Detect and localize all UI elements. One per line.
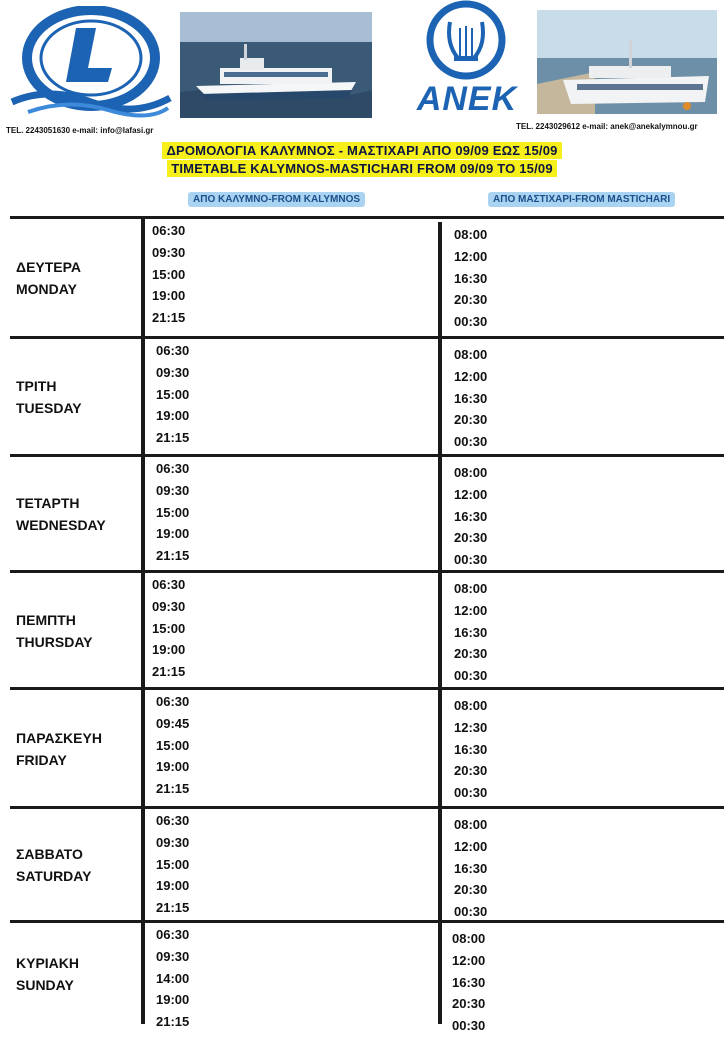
departure-time: 21:15 bbox=[156, 430, 190, 446]
departure-time: 09:30 bbox=[152, 598, 186, 614]
times-from-mastichari bbox=[454, 224, 487, 333]
day-greek: ΠΑΡΑΣΚΕΥΗ bbox=[16, 729, 102, 746]
departure-time: 15:00 bbox=[152, 266, 186, 282]
times-from-mastichari bbox=[454, 578, 487, 687]
day-greek: ΔΕΥΤΕΡΑ bbox=[16, 259, 82, 275]
departure-time: 06:30 bbox=[152, 577, 186, 592]
departure-time: 19:00 bbox=[156, 408, 190, 424]
day-label bbox=[16, 609, 93, 653]
departure-time: 08:00 bbox=[454, 581, 488, 596]
times-from-kalymnos bbox=[156, 691, 189, 800]
departure-time: 20:30 bbox=[454, 530, 488, 546]
departure-time: 06:30 bbox=[156, 813, 190, 828]
departure-time: 00:30 bbox=[454, 785, 488, 801]
day-greek: ΣΑΒΒΑΤΟ bbox=[16, 846, 83, 862]
departure-time: 00:30 bbox=[454, 434, 488, 450]
day-greek: ΚΥΡΙΑΚΗ bbox=[16, 955, 80, 971]
departure-time: 20:30 bbox=[452, 996, 486, 1012]
departure-time: 08:00 bbox=[454, 698, 488, 713]
column-header-from-kalymnos: ΑΠΟ ΚΑΛΥΜΝΟ-FROM KALYMNOS bbox=[188, 192, 365, 207]
departure-time: 15:00 bbox=[156, 504, 190, 520]
departure-time: 15:00 bbox=[156, 737, 190, 753]
departure-time: 12:00 bbox=[452, 952, 486, 968]
departure-time: 20:30 bbox=[454, 882, 488, 898]
row-separator bbox=[10, 336, 724, 339]
departure-time: 09:30 bbox=[156, 834, 190, 850]
departure-time: 21:15 bbox=[152, 310, 186, 326]
day-english: SUNDAY bbox=[16, 977, 74, 993]
times-from-mastichari bbox=[454, 462, 487, 571]
departure-time: 20:30 bbox=[454, 763, 488, 779]
row-separator bbox=[10, 806, 724, 809]
day-label bbox=[16, 375, 82, 419]
departure-time: 16:30 bbox=[454, 860, 488, 876]
times-from-mastichari bbox=[454, 695, 487, 804]
departure-time: 08:00 bbox=[454, 817, 488, 832]
title-greek: ΔΡΟΜΟΛΟΓΙΑ ΚΑΛΥΜΝΟΣ - ΜΑΣΤΙΧΑΡΙ ΑΠΟ 09/09 ΕΩΣ 15/09 bbox=[162, 142, 561, 159]
departure-time: 21:15 bbox=[156, 900, 190, 916]
departure-time: 08:00 bbox=[452, 931, 486, 946]
departure-time: 08:00 bbox=[454, 465, 488, 480]
day-label bbox=[16, 492, 106, 536]
title-english: TIMETABLE KALYMNOS-MASTICHARI FROM 09/09 TO 15/09 bbox=[167, 160, 557, 177]
departure-time: 14:00 bbox=[156, 970, 190, 986]
departure-time: 16:30 bbox=[454, 508, 488, 524]
day-greek: ΤΕΤΑΡΤΗ bbox=[16, 495, 80, 511]
column-divider bbox=[438, 222, 442, 1024]
departure-time: 16:30 bbox=[454, 741, 488, 757]
departure-time: 12:00 bbox=[454, 602, 488, 618]
row-separator bbox=[10, 216, 724, 219]
departure-time: 12:00 bbox=[454, 486, 488, 502]
departure-time: 15:00 bbox=[152, 620, 186, 636]
departure-time: 16:30 bbox=[452, 974, 486, 990]
ship-photo-icon bbox=[180, 12, 372, 118]
anek-logo-text: ANEK bbox=[416, 80, 518, 118]
times-from-mastichari bbox=[454, 814, 487, 923]
times-from-kalymnos bbox=[152, 220, 185, 329]
day-english: SATURDAY bbox=[16, 868, 92, 884]
departure-time: 09:30 bbox=[156, 364, 190, 380]
departure-time: 16:30 bbox=[454, 624, 488, 640]
ship-photo-icon bbox=[537, 10, 717, 114]
departure-time: 00:30 bbox=[452, 1018, 486, 1034]
departure-time: 19:00 bbox=[156, 992, 190, 1008]
times-from-kalymnos bbox=[152, 574, 185, 683]
departure-time: 20:30 bbox=[454, 292, 488, 308]
day-english: FRIDAY bbox=[16, 751, 67, 768]
day-english: THURSDAY bbox=[16, 633, 93, 650]
departure-time: 06:30 bbox=[152, 223, 186, 238]
departure-time: 09:30 bbox=[156, 482, 190, 498]
departure-time: 00:30 bbox=[454, 668, 488, 684]
left-contact-info: TEL. 2243051630 e-mail: info@lafasi.gr bbox=[6, 126, 154, 135]
departure-time: 08:00 bbox=[454, 347, 488, 362]
departure-time: 08:00 bbox=[454, 227, 488, 242]
departure-time: 19:00 bbox=[156, 878, 190, 894]
day-label bbox=[16, 843, 91, 887]
times-from-kalymnos bbox=[156, 458, 189, 567]
departure-time: 21:15 bbox=[156, 1014, 190, 1030]
departure-time: 20:30 bbox=[454, 412, 488, 428]
departure-time: 12:00 bbox=[454, 368, 488, 384]
row-separator bbox=[10, 454, 724, 457]
right-contact-info: TEL. 2243029612 e-mail: anek@anekalymnou.gr bbox=[516, 122, 698, 131]
departure-time: 20:30 bbox=[454, 646, 488, 662]
day-greek: ΠΕΜΠΤΗ bbox=[16, 611, 76, 628]
departure-time: 06:30 bbox=[156, 343, 190, 358]
day-label bbox=[16, 727, 102, 771]
day-label bbox=[16, 256, 81, 300]
departure-time: 15:00 bbox=[156, 386, 190, 402]
departure-time: 12:00 bbox=[454, 248, 488, 264]
row-separator bbox=[10, 920, 724, 923]
times-from-kalymnos bbox=[156, 810, 189, 919]
departure-time: 09:30 bbox=[152, 244, 186, 260]
column-header-from-mastichari: ΑΠΟ ΜΑΣΤΙΧΑΡΙ-FROM MASTICHARI bbox=[488, 192, 675, 207]
row-separator bbox=[10, 570, 724, 573]
timetable-title bbox=[0, 142, 724, 178]
departure-time: 00:30 bbox=[454, 314, 488, 330]
header bbox=[0, 0, 724, 140]
lafasi-l-logo-icon bbox=[8, 6, 174, 118]
departure-time: 00:30 bbox=[454, 552, 488, 568]
departure-time: 12:00 bbox=[454, 838, 488, 854]
departure-time: 21:15 bbox=[156, 781, 190, 797]
departure-time: 19:00 bbox=[152, 642, 186, 658]
departure-time: 09:45 bbox=[156, 715, 190, 731]
times-from-kalymnos bbox=[156, 340, 189, 449]
times-from-mastichari bbox=[452, 928, 485, 1037]
day-english: MONDAY bbox=[16, 281, 77, 297]
departure-time: 19:00 bbox=[156, 526, 190, 542]
departure-time: 15:00 bbox=[156, 856, 190, 872]
times-from-mastichari bbox=[454, 344, 487, 453]
day-label bbox=[16, 952, 79, 996]
day-english: TUESDAY bbox=[16, 400, 82, 416]
departure-time: 06:30 bbox=[156, 694, 190, 709]
departure-time: 06:30 bbox=[156, 461, 190, 476]
times-from-kalymnos bbox=[156, 924, 189, 1033]
day-english: WEDNESDAY bbox=[16, 517, 106, 533]
departure-time: 16:30 bbox=[454, 390, 488, 406]
departure-time: 09:30 bbox=[156, 948, 190, 964]
departure-time: 19:00 bbox=[152, 288, 186, 304]
departure-time: 00:30 bbox=[454, 904, 488, 920]
departure-time: 06:30 bbox=[156, 927, 190, 942]
departure-time: 19:00 bbox=[156, 759, 190, 775]
departure-time: 12:30 bbox=[454, 719, 488, 735]
departure-time: 21:15 bbox=[152, 664, 186, 680]
departure-time: 16:30 bbox=[454, 270, 488, 286]
row-separator bbox=[10, 687, 724, 690]
departure-time: 21:15 bbox=[156, 548, 190, 564]
day-greek: ΤΡΙΤΗ bbox=[16, 378, 57, 394]
